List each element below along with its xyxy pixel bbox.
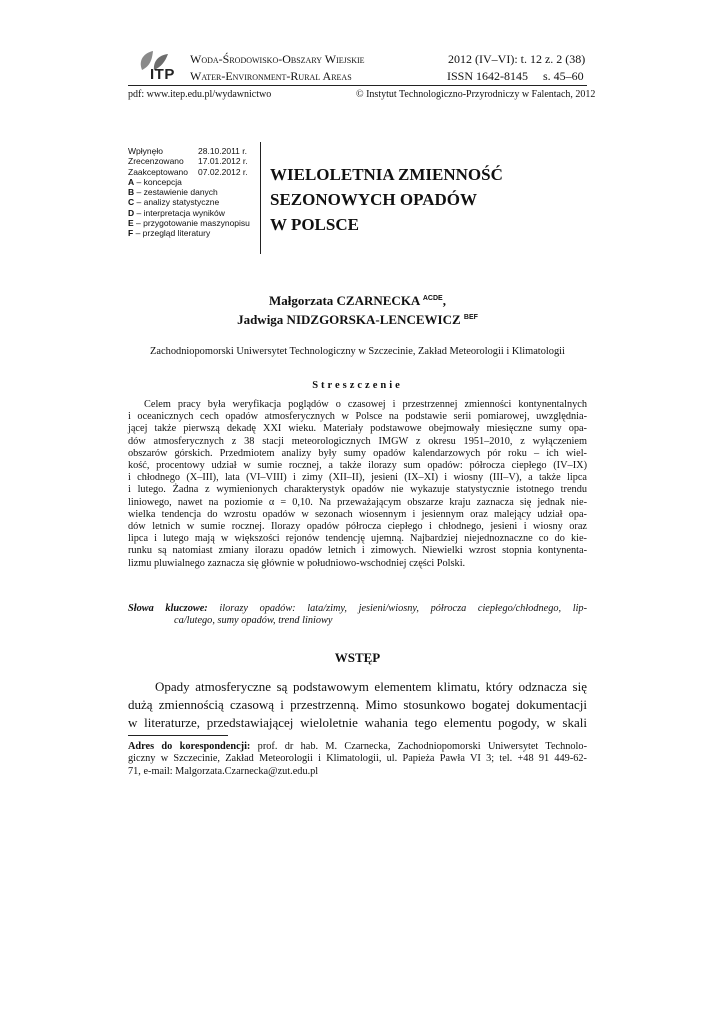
contribution-f: F – przegląd literatury xyxy=(128,228,211,239)
section-heading: WSTĘP xyxy=(334,650,381,665)
intro-line: Opady atmosferyczne są podstawowym elementem klimatu, który odznacza się xyxy=(155,679,587,694)
title-line-1: WIELOLETNIA ZMIENNOŚĆ xyxy=(270,165,503,184)
abstract-line: i lutego. Żadna z wymienionych charakterystyk opadów nie wykazuje statystycznie istotnego trendu xyxy=(128,484,587,496)
journal-name-en: Water-Environment-Rural Areas xyxy=(190,69,352,83)
abstract-line: wielka tendencja do wzrostu opadów w sezonach wiosennym i jesiennym oraz malejący udział opa- xyxy=(128,508,587,520)
intro-body xyxy=(128,678,587,732)
abstract-line: jącej także pierwszą dekadę XXI wieku. Materiały podstawowe obejmowały miesięczne sumy opa- xyxy=(128,423,587,435)
abstract-line: i chłodnego (X–III), lata (VI–VIII) i zimy (XII–II), jesieni (IX–XI) i wiosny (III–V), a także lipca xyxy=(128,472,587,484)
contribution-b: B – zestawienie danych xyxy=(128,187,218,198)
footnote-line-1: Adres do korespondencji: prof. dr hab. M. Czarnecka, Zachodniopomorski Uniwersytet Technolo- xyxy=(128,741,587,752)
intro-line: dużą zmiennością czasową i przestrzenną. Mimo stosunkowo bogatej dokumentacji xyxy=(128,697,587,712)
journal-name-pl: Woda-Środowisko-Obszary Wiejskie xyxy=(190,52,365,66)
abstract-line: Celem pracy była weryfikacja poglądów o czasowej i przestrzennej zmienności kontynentalnych xyxy=(144,399,587,410)
journal-pages: s. 45–60 xyxy=(543,69,584,83)
abstract-line: i oceanicznych cech opadów atmosferycznych w Polsce na podstawie serii pomiarowej, uwzględnia- xyxy=(128,411,587,423)
abstract-line: lizmu pluwialnego zaznacza się głównie w południowo-wschodniej części Polski. xyxy=(128,557,466,569)
abstract-line: kość, procentowy udział w sumie rocznej, a także ilorazy sum opadów: półrocza ciepłego (IV–IX) xyxy=(128,460,587,472)
contribution-e: E – przygotowanie maszynopisu xyxy=(128,218,250,229)
abstract-line: dów letnich w sumie rocznej. Ilorazy opadów półrocza ciepłego i chłodnego, jesieni i wiosny oraz xyxy=(128,521,587,533)
authors xyxy=(128,290,587,328)
footnote-label: Adres do korespondencji: xyxy=(128,741,251,752)
correspondence-footnote xyxy=(128,741,587,778)
submission-dates xyxy=(128,146,258,239)
contribution-a: A – koncepcja xyxy=(128,176,182,187)
copyright: © Instytut Technologiczno-Przyrodniczy w Falentach, 2012 xyxy=(356,89,596,100)
title-line-3: W POLSCE xyxy=(270,215,359,234)
title-line-2: SEZONOWYCH OPADÓW xyxy=(270,190,478,209)
contribution-c: C – analizy statystyczne xyxy=(128,197,220,208)
date-received: Wpłynęło 28.10.2011 r. xyxy=(128,146,247,156)
journal-issn: ISSN 1642-8145 xyxy=(447,69,529,83)
date-accepted: Zaakceptowano 07.02.2012 r. xyxy=(128,166,248,177)
footnote-rule xyxy=(128,735,228,736)
contribution-d: D – interpretacja wyników xyxy=(128,207,225,218)
abstract-line: runku są natomiast zmiany ilorazu opadów letnich i zimowych. Niewielki wzrost stopnia kontynenta- xyxy=(128,545,587,557)
abstract-line: dów atmosferycznych z 38 stacji meteorologicznych IMGW z okresu 1951–2010, z wyłączeniem xyxy=(128,435,587,447)
footnote-line-2: giczny w Szczecinie, Zakład Meteorologii i Klimatologii, ul. Papieża Pawła VI 3; tel. +48 91 449-62- xyxy=(128,753,587,765)
abstract-line: obszarów górskich. Przedmiotem analizy były sumy opadów kalendarzowych pór roku – ich wiel- xyxy=(128,447,587,459)
logo-text: ITP xyxy=(150,66,175,83)
article-title xyxy=(270,162,503,237)
abstract-heading: Streszczenie xyxy=(312,380,403,391)
footnote-line-3: 71, e-mail: Malgorzata.Czarnecka@zut.edu.pl xyxy=(128,765,319,777)
header-rule xyxy=(128,85,587,86)
meta-divider xyxy=(260,142,261,254)
keywords xyxy=(128,603,587,627)
keywords-line-2: ca/lutego, sumy opadów, trend liniowy xyxy=(174,615,333,627)
affiliation: Zachodniopomorski Uniwersytet Technologiczny w Szczecinie, Zakład Meteorologii i Klimatologii xyxy=(150,346,565,357)
abstract-line: lipca i lutego mają w większości rejonów tendencję ujemną. Najbardziej niejednoznaczne co do kie- xyxy=(128,533,587,545)
keywords-label: Słowa kluczowe: xyxy=(128,603,208,614)
author-2: Jadwiga NIDZGORSKA-LENCEWICZ $^{BEF}$ xyxy=(237,312,478,327)
author-1: Małgorzata CZARNECKA $^{ACDE}$, xyxy=(269,293,446,308)
keywords-line-1: Słowa kluczowe: ilorazy opadów: lata/zimy, jesieni/wiosny, półrocza ciepłego/chłodnego, lip- xyxy=(128,603,588,614)
publisher-logo xyxy=(134,50,178,84)
pdf-url[interactable]: pdf: www.itep.edu.pl/wydawnictwo xyxy=(128,89,272,100)
abstract-line: liniowego, nawet na poziomie α = 0,10. Na przeważającym obszarze kraju zaznacza się jednak nie- xyxy=(128,496,587,508)
date-reviewed: Zrecenzowano 17.01.2012 r. xyxy=(128,156,248,167)
abstract-body xyxy=(128,399,587,570)
intro-line: w literaturze, przedstawiającej wieloletnie wahania tego elementu pogody, w skali xyxy=(128,715,587,730)
journal-volume: 2012 (IV–VI): t. 12 z. 2 (38) xyxy=(448,52,586,66)
